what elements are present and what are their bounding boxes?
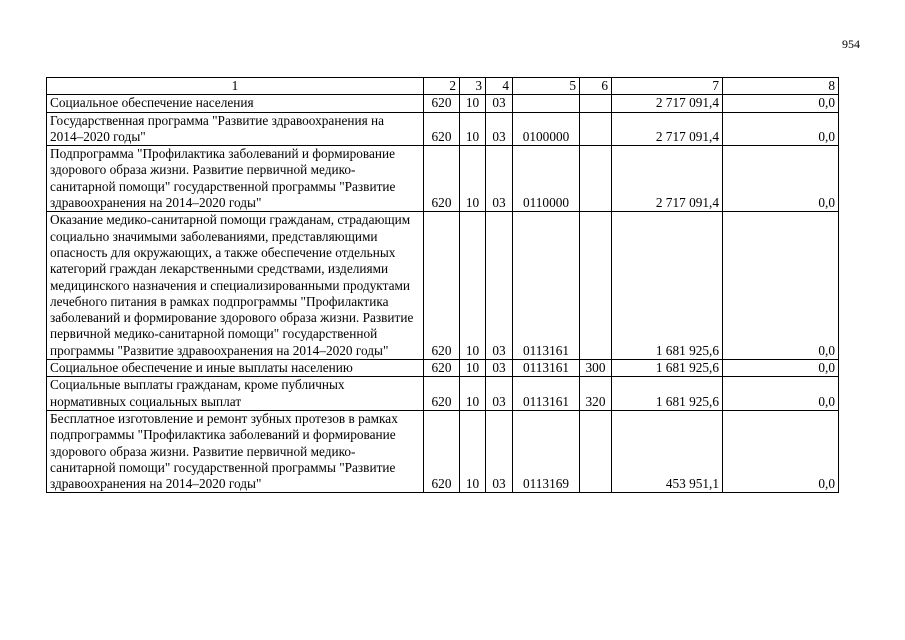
col-section: 10: [460, 146, 486, 212]
col-section: 10: [460, 212, 486, 360]
col-expense-type: [580, 146, 612, 212]
header-col-1: 1: [47, 78, 424, 95]
col-expense-type: [580, 212, 612, 360]
col-amount: 453 951,1: [612, 410, 723, 492]
col-amount: 2 717 091,4: [612, 95, 723, 112]
header-col-7: 7: [612, 78, 723, 95]
col-section: 10: [460, 410, 486, 492]
col-amount: 1 681 925,6: [612, 377, 723, 411]
col-amount-2: 0,0: [723, 377, 839, 411]
col-target-article: 0113161: [513, 377, 580, 411]
header-col-6: 6: [580, 78, 612, 95]
row-name: Социальное обеспечение населения: [47, 95, 424, 112]
col-ministry: 620: [424, 410, 460, 492]
col-ministry: 620: [424, 212, 460, 360]
header-col-2: 2: [424, 78, 460, 95]
table-row: [47, 410, 839, 492]
col-target-article: [513, 95, 580, 112]
col-expense-type: 300: [580, 360, 612, 377]
budget-table: [46, 77, 839, 493]
header-col-5: 5: [513, 78, 580, 95]
col-amount: 2 717 091,4: [612, 112, 723, 146]
col-subsection: 03: [486, 212, 513, 360]
col-ministry: 620: [424, 95, 460, 112]
col-amount-2: 0,0: [723, 146, 839, 212]
col-expense-type: 320: [580, 377, 612, 411]
table-row: [47, 112, 839, 146]
col-expense-type: [580, 410, 612, 492]
col-ministry: 620: [424, 360, 460, 377]
col-amount-2: 0,0: [723, 212, 839, 360]
col-section: 10: [460, 112, 486, 146]
col-amount-2: 0,0: [723, 410, 839, 492]
col-target-article: 0113169: [513, 410, 580, 492]
table-row: [47, 377, 839, 411]
header-col-4: 4: [486, 78, 513, 95]
table-row: [47, 146, 839, 212]
table-row: [47, 212, 839, 360]
row-name: Социальное обеспечение и иные выплаты населению: [47, 360, 424, 377]
header-col-8: 8: [723, 78, 839, 95]
header-row: [47, 78, 839, 95]
table-row: [47, 360, 839, 377]
header-col-3: 3: [460, 78, 486, 95]
row-name: Оказание медико-санитарной помощи гражданам, страдающим социально значимыми заболеваниями, представляющими опасность для окружающих, а также обеспечение отдельных категорий граждан лекарственными средствами, изделиями медицинского назначения и специализированными продуктами лечебного питания в рамках подпрограммы "Профилактика заболеваний и формирование здорового образа жизни. Развитие первичной медико-санитарной помощи" государственной программы "Развитие здравоохранения на 2014–2020 годы": [47, 212, 424, 360]
col-expense-type: [580, 112, 612, 146]
col-amount-2: 0,0: [723, 360, 839, 377]
col-ministry: 620: [424, 112, 460, 146]
row-name: Бесплатное изготовление и ремонт зубных протезов в рамках подпрограммы "Профилактика заболеваний и формирование здорового образа жизни. Развитие первичной медико-санитарной помощи" государственной программы "Развитие здравоохранения на 2014–2020 годы": [47, 410, 424, 492]
col-ministry: 620: [424, 146, 460, 212]
col-amount: 1 681 925,6: [612, 212, 723, 360]
col-expense-type: [580, 95, 612, 112]
col-target-article: 0110000: [513, 146, 580, 212]
col-amount-2: 0,0: [723, 95, 839, 112]
col-subsection: 03: [486, 146, 513, 212]
col-subsection: 03: [486, 95, 513, 112]
col-section: 10: [460, 377, 486, 411]
col-section: 10: [460, 95, 486, 112]
col-target-article: 0100000: [513, 112, 580, 146]
col-subsection: 03: [486, 410, 513, 492]
col-amount-2: 0,0: [723, 112, 839, 146]
col-subsection: 03: [486, 112, 513, 146]
table-row: [47, 95, 839, 112]
row-name: Подпрограмма "Профилактика заболеваний и формирование здорового образа жизни. Развитие первичной медико-санитарной помощи" государственной программы "Развитие здравоохранения на 2014–2020 годы": [47, 146, 424, 212]
col-subsection: 03: [486, 377, 513, 411]
col-section: 10: [460, 360, 486, 377]
page-number: 954: [842, 37, 860, 51]
col-target-article: 0113161: [513, 360, 580, 377]
row-name: Государственная программа "Развитие здравоохранения на 2014–2020 годы": [47, 112, 424, 146]
row-name: Социальные выплаты гражданам, кроме публичных нормативных социальных выплат: [47, 377, 424, 411]
col-target-article: 0113161: [513, 212, 580, 360]
col-amount: 1 681 925,6: [612, 360, 723, 377]
col-amount: 2 717 091,4: [612, 146, 723, 212]
col-subsection: 03: [486, 360, 513, 377]
col-ministry: 620: [424, 377, 460, 411]
